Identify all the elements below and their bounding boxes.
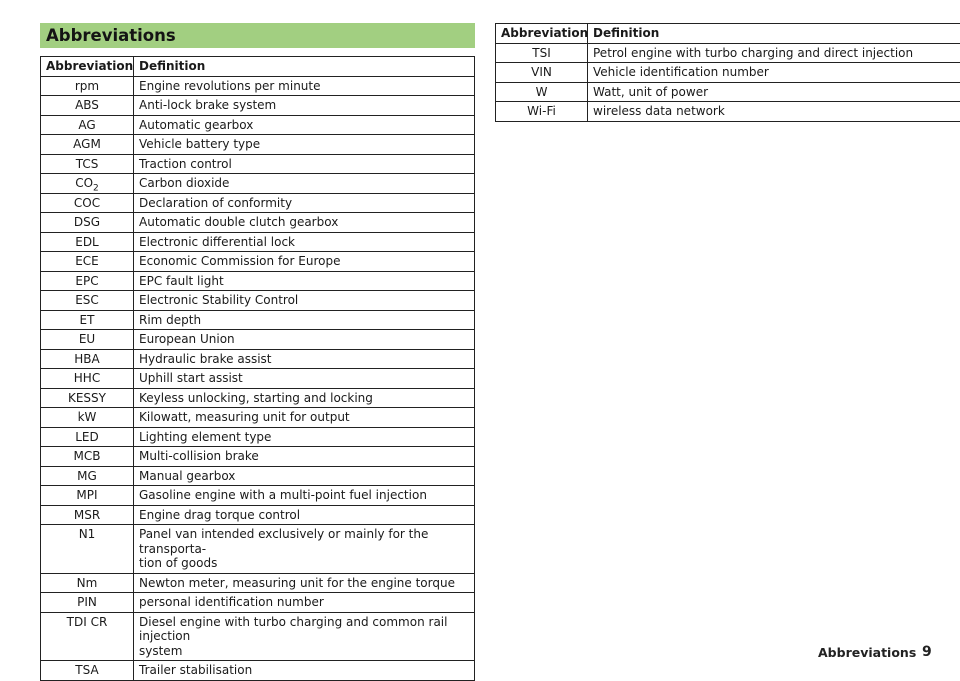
abbreviation-text: ESC: [75, 293, 99, 307]
abbreviation-cell: [41, 612, 134, 661]
abbreviation-text: rpm: [75, 79, 99, 93]
abbreviation-cell: [41, 193, 134, 213]
column-header-abbreviation: Abbreviation: [41, 57, 134, 77]
abbreviation-text: Wi-Fi: [527, 104, 556, 118]
abbreviation-text: COC: [74, 196, 100, 210]
definition-text: Kilowatt, measuring unit for output: [139, 410, 350, 424]
definition-text: Petrol engine with turbo charging and direct injection: [593, 46, 913, 60]
definition-text: Carbon dioxide: [139, 176, 229, 190]
definition-text: Engine drag torque control: [139, 508, 300, 522]
table-row: [41, 593, 475, 613]
abbreviation-text: N1: [79, 527, 96, 541]
abbreviation-text: TCS: [76, 157, 99, 171]
definition-cell: [134, 427, 475, 447]
abbreviation-text: ET: [80, 313, 95, 327]
definition-cell: [134, 661, 475, 681]
table-row: [41, 525, 475, 574]
abbreviation-text: W: [536, 85, 548, 99]
definition-cell: [134, 291, 475, 311]
table-row: [41, 252, 475, 272]
table-row: [41, 486, 475, 506]
definition-text: personal identification number: [139, 595, 324, 609]
definition-text: Economic Commission for Europe: [139, 254, 340, 268]
definition-cell: [134, 174, 475, 194]
definition-text: Newton meter, measuring unit for the engine torque: [139, 576, 455, 590]
table-row: [496, 63, 960, 83]
abbreviation-cell: [41, 661, 134, 681]
column-header-abbreviation: Abbreviation: [496, 24, 588, 44]
abbreviation-cell: [41, 154, 134, 174]
definition-cell: [134, 447, 475, 467]
definition-text: Hydraulic brake assist: [139, 352, 272, 366]
abbreviation-text: MSR: [74, 508, 100, 522]
definition-text: Manual gearbox: [139, 469, 235, 483]
definition-cell: [134, 135, 475, 155]
definition-cell: [134, 466, 475, 486]
table-row: [41, 369, 475, 389]
abbreviation-text: EU: [79, 332, 95, 346]
abbreviation-cell: [496, 43, 588, 63]
abbreviation-cell: [41, 330, 134, 350]
definition-cell: [134, 408, 475, 428]
abbreviation-cell: [41, 593, 134, 613]
definition-text: Vehicle identification number: [593, 65, 769, 79]
definition-cell: [134, 369, 475, 389]
definition-text: Multi-collision brake: [139, 449, 259, 463]
abbreviation-text: kW: [78, 410, 97, 424]
column-header-definition: Definition: [588, 24, 960, 44]
table-row: [41, 427, 475, 447]
abbreviation-text: MCB: [74, 449, 101, 463]
definition-cell: [588, 102, 960, 122]
table-row: [41, 135, 475, 155]
definition-cell: [134, 252, 475, 272]
abbreviation-text: HHC: [74, 371, 100, 385]
definition-text: Rim depth: [139, 313, 201, 327]
table-row: [41, 232, 475, 252]
abbreviation-cell: [41, 427, 134, 447]
abbreviation-cell: [41, 573, 134, 593]
table-row: [41, 76, 475, 96]
table-row: [41, 291, 475, 311]
definition-cell: [134, 330, 475, 350]
definition-cell: [134, 193, 475, 213]
abbreviation-text: AGM: [73, 137, 101, 151]
abbreviation-text: PIN: [77, 595, 97, 609]
definition-text: Traction control: [139, 157, 232, 171]
definition-cell: [134, 154, 475, 174]
definition-text: Automatic gearbox: [139, 118, 253, 132]
abbreviation-cell: [41, 486, 134, 506]
abbreviation-cell: [496, 63, 588, 83]
abbreviation-cell: [41, 271, 134, 291]
definition-cell: [134, 486, 475, 506]
abbreviation-text: TSA: [75, 663, 98, 677]
abbreviation-text: HBA: [74, 352, 99, 366]
definition-text-continued: system: [139, 644, 182, 658]
table-row: [41, 115, 475, 135]
definition-cell: [134, 525, 475, 574]
table-header-row: [496, 24, 960, 44]
abbreviation-text: Nm: [77, 576, 98, 590]
abbreviation-cell: [41, 447, 134, 467]
table-row: [41, 310, 475, 330]
definition-text: Keyless unlocking, starting and locking: [139, 391, 373, 405]
table-row: [496, 82, 960, 102]
table-row: [41, 661, 475, 681]
definition-cell: [134, 213, 475, 233]
definition-text: wireless data network: [593, 104, 725, 118]
definition-text: Gasoline engine with a multi-point fuel injection: [139, 488, 427, 502]
definition-cell: [588, 82, 960, 102]
table-row: [41, 271, 475, 291]
table-row: [41, 612, 475, 661]
abbreviation-cell: [41, 310, 134, 330]
table-row: [496, 102, 960, 122]
abbreviation-cell: [41, 96, 134, 116]
table-row: [41, 388, 475, 408]
abbreviation-text: ABS: [75, 98, 99, 112]
abbreviation-text: TSI: [532, 46, 551, 60]
abbreviation-cell: [41, 76, 134, 96]
table-row: [41, 193, 475, 213]
definition-text: Lighting element type: [139, 430, 271, 444]
abbreviation-text: MPI: [76, 488, 97, 502]
definition-text: Engine revolutions per minute: [139, 79, 321, 93]
definition-cell: [134, 388, 475, 408]
table-row: [41, 330, 475, 350]
abbreviation-cell: [496, 82, 588, 102]
abbreviation-cell: [41, 174, 134, 194]
abbreviation-cell: [496, 102, 588, 122]
abbreviation-cell: [41, 466, 134, 486]
definition-cell: [134, 593, 475, 613]
table-row: [41, 505, 475, 525]
definition-cell: [134, 96, 475, 116]
abbreviation-text: CO: [75, 176, 93, 190]
table-row: [41, 174, 475, 194]
table-row: [41, 447, 475, 467]
section-heading: Abbreviations: [40, 23, 475, 48]
abbreviation-cell: [41, 408, 134, 428]
abbreviation-text: EDL: [75, 235, 99, 249]
definition-cell: [588, 63, 960, 83]
abbreviation-text: TDI CR: [67, 615, 108, 629]
page-number: 9: [922, 644, 932, 660]
definition-text: Watt, unit of power: [593, 85, 708, 99]
table-row: [41, 213, 475, 233]
abbreviation-cell: [41, 291, 134, 311]
definition-text-continued: tion of goods: [139, 556, 217, 570]
column-header-definition: Definition: [134, 57, 475, 77]
definition-cell: [588, 43, 960, 63]
definition-text: Anti-lock brake system: [139, 98, 276, 112]
definition-cell: [134, 115, 475, 135]
definition-text: Panel van intended exclusively or mainly for the transporta-: [139, 527, 428, 556]
table-row: [41, 349, 475, 369]
definition-text: Electronic differential lock: [139, 235, 295, 249]
abbreviation-text: DSG: [74, 215, 100, 229]
definition-cell: [134, 505, 475, 525]
definition-cell: [134, 310, 475, 330]
definition-text: European Union: [139, 332, 235, 346]
table-row: [41, 573, 475, 593]
abbreviation-cell: [41, 525, 134, 574]
abbreviation-text: VIN: [531, 65, 552, 79]
definition-cell: [134, 349, 475, 369]
abbreviation-cell: [41, 135, 134, 155]
table-row: [496, 43, 960, 63]
abbreviation-subscript: 2: [93, 183, 99, 193]
abbreviation-cell: [41, 349, 134, 369]
footer-section-label: Abbreviations: [818, 645, 916, 660]
definition-cell: [134, 76, 475, 96]
definition-cell: [134, 271, 475, 291]
abbreviation-text: KESSY: [68, 391, 106, 405]
table-row: [41, 408, 475, 428]
definition-text: Declaration of conformity: [139, 196, 292, 210]
definition-cell: [134, 232, 475, 252]
table-row: [41, 96, 475, 116]
abbreviation-cell: [41, 252, 134, 272]
table-row: [41, 466, 475, 486]
table-row: [41, 154, 475, 174]
abbreviation-cell: [41, 388, 134, 408]
abbreviation-text: ECE: [75, 254, 99, 268]
definition-text: Electronic Stability Control: [139, 293, 298, 307]
definition-text: Automatic double clutch gearbox: [139, 215, 338, 229]
abbreviation-text: EPC: [75, 274, 98, 288]
table-header-row: [41, 57, 475, 77]
abbreviations-table-left: [40, 56, 475, 681]
definition-text: Uphill start assist: [139, 371, 243, 385]
abbreviation-cell: [41, 115, 134, 135]
abbreviation-cell: [41, 213, 134, 233]
abbreviation-cell: [41, 369, 134, 389]
definition-text: Trailer stabilisation: [139, 663, 252, 677]
definition-cell: [134, 573, 475, 593]
abbreviation-text: MG: [77, 469, 97, 483]
abbreviation-text: AG: [78, 118, 95, 132]
abbreviation-cell: [41, 232, 134, 252]
abbreviation-text: LED: [75, 430, 99, 444]
definition-cell: [134, 612, 475, 661]
abbreviation-cell: [41, 505, 134, 525]
definition-text: Vehicle battery type: [139, 137, 260, 151]
definition-text: Diesel engine with turbo charging and common rail injection: [139, 615, 447, 644]
definition-text: EPC fault light: [139, 274, 224, 288]
abbreviations-table-right: [495, 23, 960, 122]
page-footer: [810, 644, 950, 662]
